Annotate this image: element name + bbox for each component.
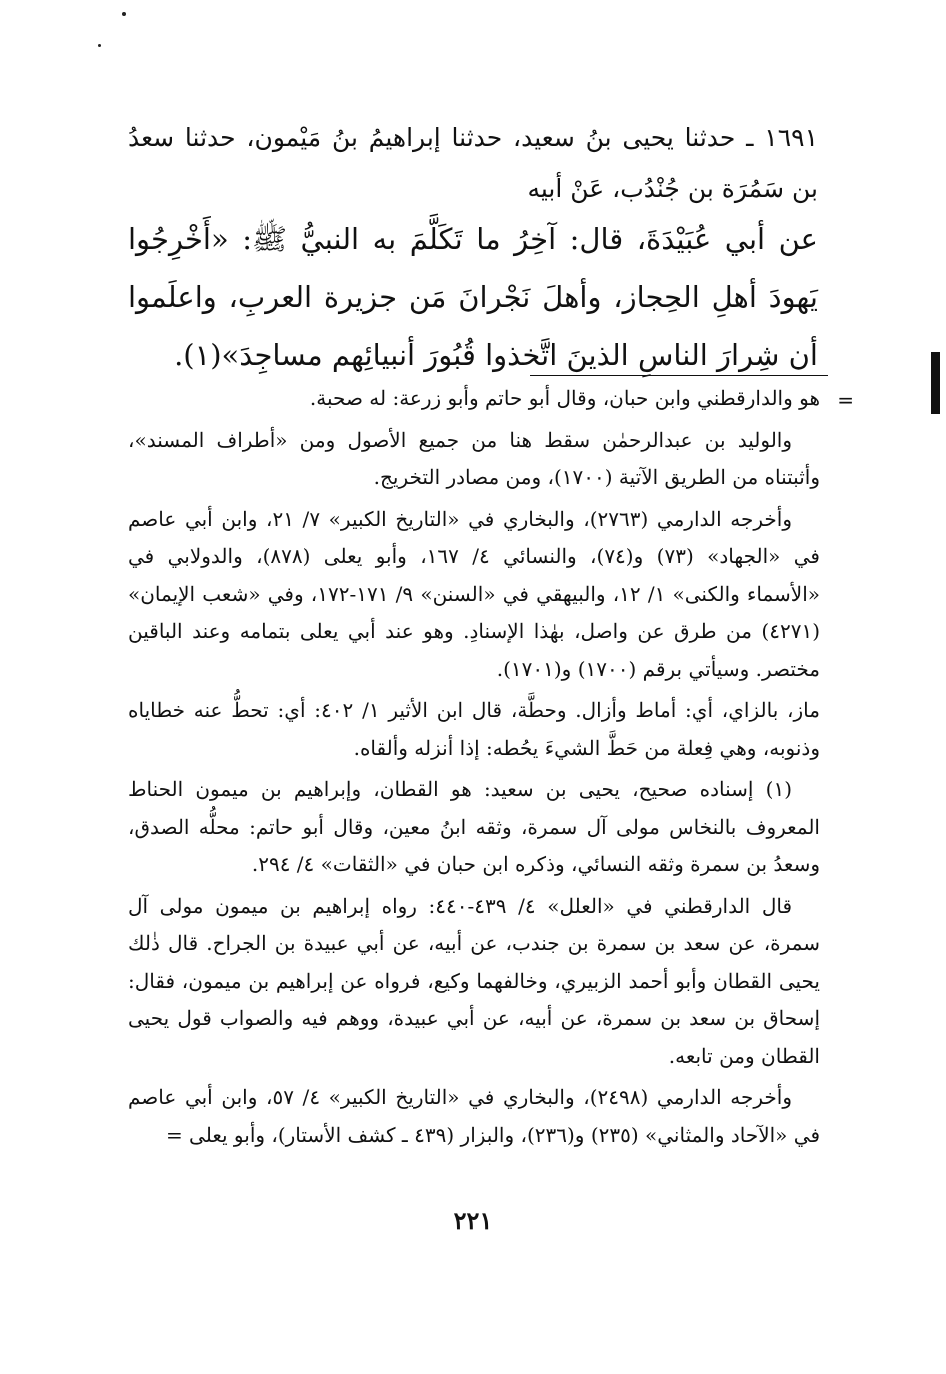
footnote-paragraph: (١) إسناده صحيح، يحيى بن سعيد: هو القطان، وإبراهيم بن ميمون الحناط المعروف بالنخاس مولى آل سمرة، وثقه ابنُ معين، وقال أبو حاتم: محلُّه الصدق، وسعدُ بن سمرة وثقه النسائي، وذكره ابن حبان في «الثقات» ٤/ ٢٩٤. — [128, 777, 820, 876]
footnote-paragraph: وأخرجه الدارمي (٢٤٩٨)، والبخاري في «التاريخ الكبير» ٤/ ٥٧، وابن أبي عاصم في «الآحاد والمثاني» (٢٣٥) و(٢٣٦)، والبزار (٤٣٩ ـ كشف الأستار)، وأبو يعلى = — [128, 1085, 820, 1147]
footnote-paragraph: ماز، بالزاي، أي: أماط وأزال. وحطَّة، قال ابن الأثير ١/ ٤٠٢: أي: تحطُّ عنه خطاياه وذنوبه، وهي فِعلة من حَطَّ الشيءَ يحُطه: إذا أنزله وألقاه. — [128, 698, 820, 760]
footnote-paragraph: قال الدارقطني في «العلل» ٤/ ٤٣٩-٤٤٠: رواه إبراهيم بن ميمون مولى آل سمرة، عن سعد بن سمرة بن جندب، عن أبيه، عن أبي عبيدة بن الجراح. قال ذٰلك يحيى القطان وأبو أحمد الزبيري، وخالفهما وكيع، فرواه عن إبراهيم بن ميمون، فقال: إسحاق بن سعد بن سمرة، عن أبيه، عن أبي عبيدة، ووهم فيه والصواب قول يحيى القطان ومن تابعه. — [128, 893, 820, 1068]
page-number: ٢٢١ — [453, 1206, 493, 1235]
footnote-paragraph: والوليد بن عبدالرحمٰن سقط هنا من جميع الأصول ومن «أطراف المسند»، وأثبتناه من الطريق الآتية (١٧٠٠)، ومن مصادر التخريج. — [128, 427, 820, 489]
scan-speck — [122, 12, 126, 16]
footnote-divider — [530, 375, 828, 376]
footnotes — [128, 380, 820, 1158]
footnote-paragraph: هو والدارقطني وابن حبان، وقال أبو حاتم وأبو زرعة: له صحبة. — [309, 386, 820, 410]
continuation-marker: = — [837, 388, 854, 412]
footnote-paragraph: وأخرجه الدارمي (٢٧٦٣)، والبخاري في «التاريخ الكبير» ٧/ ٢١، وابن أبي عاصم في «الجهاد» (٧٣) و(٧٤)، والنسائي ٤/ ١٦٧، وأبو يعلى (٨٧٨)، والدولابي في «الأسماء والكنى» ١/ ١٢، والبيهقي في «السنن» ٩/ ١٧١-١٧٢، وفي «شعب الإيمان» (٤٢٧١) من طرق عن واصل، بهٰذا الإسنادِ. وهو عند أبي يعلى بتمامه وعند الباقين مختصر. وسيأتي برقم (١٧٠٠) و(١٧٠١). — [128, 506, 820, 681]
scan-speck — [98, 44, 101, 47]
hadith-isnad: ١٦٩١ ـ حدثنا يحيى بنُ سعيد، حدثنا إبراهيمُ بنُ مَيْمون، حدثنا سعدُ بن سَمُرَة بن جُنْدُب، عَنْ أبيه — [128, 123, 818, 203]
edge-tab-marker — [931, 352, 940, 414]
hadith-matn: عن أبي عُبَيْدَةَ، قال: آخِرُ ما تَكَلَّمَ به النبيُّ ﷺ: «أَخْرِجُوا يَهودَ أهلِ الحِجاز، وأهلَ نَجْرانَ مَن جزيرة العربِ، واعلَموا أن شِرارَ الناسِ الذينَ اتَّخذوا قُبُورَ أنبيائِهم مساجِدَ»(١). — [128, 222, 818, 372]
